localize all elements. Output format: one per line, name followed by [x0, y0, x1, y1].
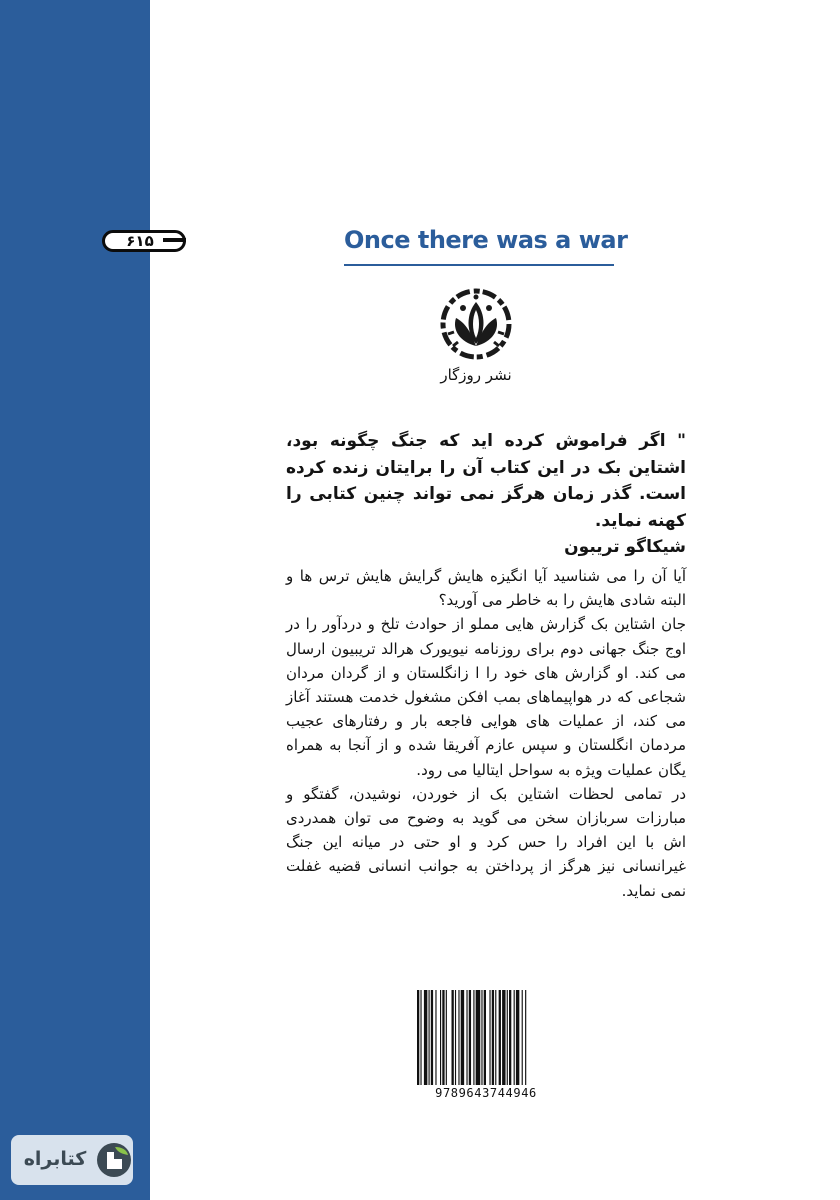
- body-paragraph: آیا آن را می شناسید آیا انگیزه هایش گرایش هایش ترس ها و البته شادی هایش را به خاطر می آورید؟: [286, 567, 686, 610]
- body-paragraph: جان اشتاین بک گزارش هایی مملو از حوادث تلخ و دردآور را در اوج جنگ جهانی دوم برای روزنامه نیویورک هرالد تریبیون ارسال می کند. او گزارش های خود را ا زانگلستان و از گردان مردان شجاعی که در هواپیماهای بمب افکن مشغول خدمت هستند آغاز می کند، از عملیات های هوایی فاجعه بار و رفتارهای عجیب مردمان انگلستان و سپس عازم آفریقا شده و از آنجا به همراه یگان عملیات ویژه به سواحل ایتالیا می رود.: [286, 615, 686, 779]
- blurb-body: [286, 564, 686, 903]
- ketabrah-watermark: [11, 1135, 133, 1185]
- publisher-logo-icon: [436, 288, 516, 360]
- english-title: Once there was a war: [344, 226, 628, 254]
- quote-source: شیکاگو تریبون: [564, 537, 686, 557]
- series-number-badge: [102, 230, 186, 252]
- blurb-quote: [286, 428, 686, 561]
- ketabrah-logo-icon: [95, 1141, 133, 1179]
- isbn-number: 9789643744946: [414, 1085, 558, 1101]
- barcode-bars: [414, 990, 558, 1090]
- quote-text: " اگر فراموش کرده اید که جنگ چگونه بود، اشتاین بک در این کتاب آن را برایتان زنده کرده است. گذر زمان هرگز نمی تواند چنین کتابی را کهنه نماید.: [286, 431, 686, 531]
- publisher-name: نشر روزگار: [440, 366, 512, 384]
- watermark-text: کتابراه: [23, 1148, 87, 1170]
- badge-line: [163, 238, 186, 242]
- series-number: ۶۱۵: [126, 232, 154, 250]
- body-paragraph: در تمامی لحظات اشتاین بک از خوردن، نوشیدن، گفتگو و مبارزات سربازان سخن می گوید به وضوح می توان همدردی اش با این افراد را حس کرد و او حتی در میانه این جنگ غیرانسانی نیز هرگز از پرداختن به جوانب انسانی قضیه غفلت نمی نماید.: [286, 784, 686, 900]
- blue-spine-band: [0, 0, 150, 1200]
- title-underline: [344, 264, 614, 266]
- isbn-barcode: [414, 990, 558, 1105]
